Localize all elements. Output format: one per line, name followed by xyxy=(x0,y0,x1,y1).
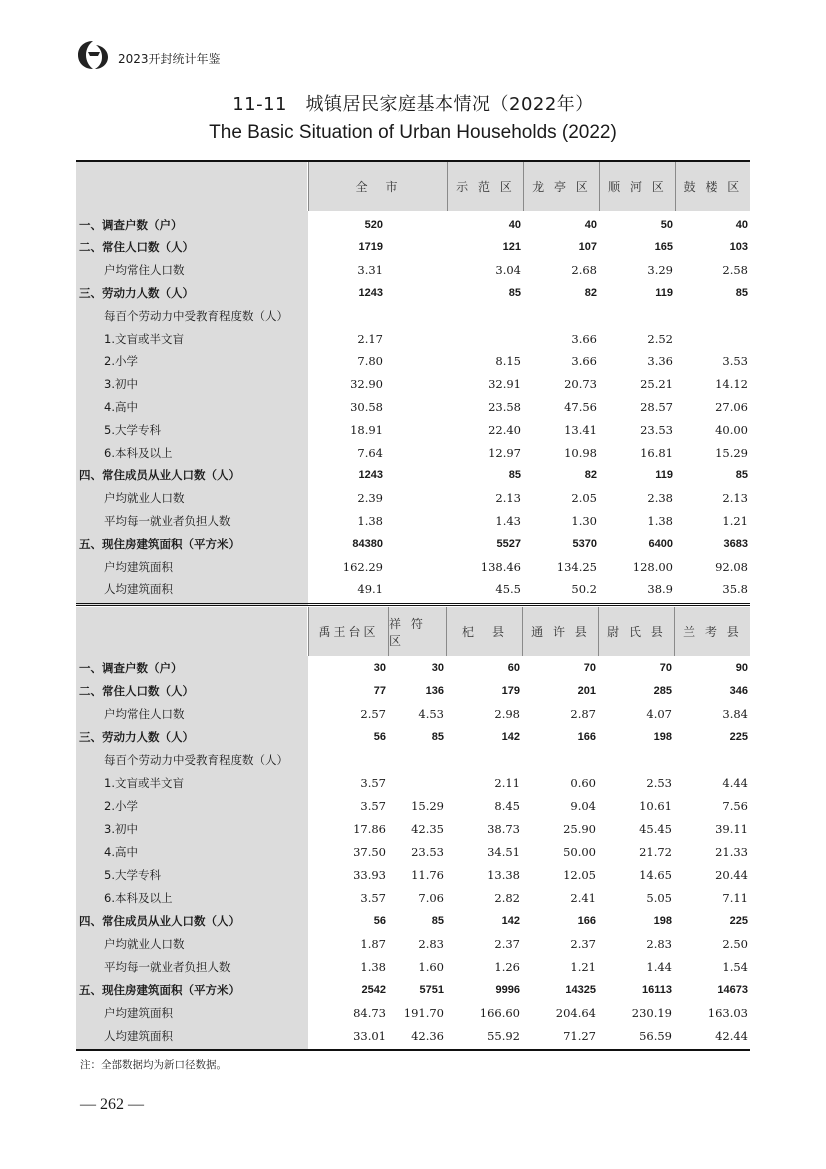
table-row xyxy=(76,817,750,840)
row-label: 2.小学 xyxy=(104,354,138,369)
row-label: 五、现住房建筑面积（平方米） xyxy=(79,982,240,997)
header-stub xyxy=(76,607,308,656)
table-cell: 40 xyxy=(508,218,521,231)
table-row xyxy=(76,679,750,702)
row-label: 四、常住成员从业人口数（人） xyxy=(79,913,240,928)
table-cell: 1.44 xyxy=(646,959,672,974)
table-cell: 16113 xyxy=(642,983,672,996)
table-cell: 21.72 xyxy=(639,844,672,859)
row-label: 二、常住人口数（人） xyxy=(79,683,194,698)
table-row xyxy=(76,702,750,725)
column-header-label: 鼓 楼 区 xyxy=(683,180,743,194)
table-cell: 225 xyxy=(729,914,748,927)
table-cell: 166.60 xyxy=(479,1005,520,1020)
table-cell: 4.07 xyxy=(646,706,672,721)
row-label: 五、现住房建筑面积（平方米） xyxy=(79,536,240,551)
table-cell: 1.54 xyxy=(722,959,748,974)
table-cell: 225 xyxy=(729,730,748,743)
table-cell: 6400 xyxy=(648,537,673,550)
table-cell: 162.29 xyxy=(342,559,383,574)
table-cell: 5370 xyxy=(572,537,597,550)
table-cell: 103 xyxy=(729,241,748,254)
row-label: 一、调查户数（户） xyxy=(79,217,183,232)
table-cell: 2.52 xyxy=(647,331,673,346)
row-label: 5.大学专科 xyxy=(104,422,161,437)
column-header xyxy=(308,607,388,656)
table-row xyxy=(76,656,750,679)
table-cell: 230.19 xyxy=(631,1005,672,1020)
table-cell: 107 xyxy=(578,241,597,254)
column-header xyxy=(598,607,674,656)
table-row xyxy=(76,555,750,578)
table-cell: 18.91 xyxy=(350,422,383,437)
table-cell: 33.01 xyxy=(353,1028,386,1043)
table-cell: 2.37 xyxy=(494,936,520,951)
table-cell: 1.21 xyxy=(722,513,748,528)
table-cell: 10.98 xyxy=(564,445,597,460)
table-title-cn: 11-11 城镇居民家庭基本情况（2022年） xyxy=(232,94,594,115)
table-row xyxy=(76,213,750,236)
table-cell: 47.56 xyxy=(564,399,597,414)
footnote: 注：全部数据均为新口径数据。 xyxy=(80,1059,227,1071)
table-cell: 2.68 xyxy=(571,263,597,278)
table-cell: 1.87 xyxy=(360,936,386,951)
row-label: 1.文盲或半文盲 xyxy=(104,331,184,346)
table-cell: 12.05 xyxy=(563,867,596,882)
row-label: 平均每一就业者负担人数 xyxy=(104,513,231,528)
table-cell: 119 xyxy=(655,286,673,299)
table-cell: 40 xyxy=(735,218,748,231)
table-cell: 27.06 xyxy=(715,399,748,414)
table-cell: 165 xyxy=(654,241,673,254)
row-label: 户均建筑面积 xyxy=(104,1005,173,1020)
table-row xyxy=(76,418,750,441)
table-cell: 14325 xyxy=(565,983,596,996)
table-cell: 34.51 xyxy=(487,844,520,859)
table-cell: 56 xyxy=(373,914,386,927)
table-row xyxy=(76,327,750,350)
table-cell: 14.65 xyxy=(639,867,672,882)
table-cell: 2.13 xyxy=(495,491,521,506)
table-row xyxy=(76,395,750,418)
table-row xyxy=(76,932,750,955)
column-header-label: 杞 县 xyxy=(461,625,507,639)
table-cell: 22.40 xyxy=(488,422,521,437)
top-rule xyxy=(76,160,750,162)
table-cell: 84380 xyxy=(352,537,383,550)
row-label: 人均建筑面积 xyxy=(104,1028,173,1043)
table-cell: 28.57 xyxy=(640,399,673,414)
table-cell: 2.82 xyxy=(494,890,520,905)
table-cell: 136 xyxy=(425,684,444,697)
column-header-bar xyxy=(76,162,750,211)
table-row xyxy=(76,487,750,510)
table-cell: 32.91 xyxy=(488,377,521,392)
row-label: 户均就业人口数 xyxy=(104,936,185,951)
table-cell: 346 xyxy=(729,684,748,697)
table-cell: 13.41 xyxy=(564,422,597,437)
table-cell: 3.57 xyxy=(360,890,386,905)
book-title: 2023开封统计年鉴 xyxy=(118,51,221,66)
bottom-rule xyxy=(76,1049,750,1051)
table-cell: 70 xyxy=(659,661,672,674)
table-cell: 7.06 xyxy=(418,890,444,905)
section-divider xyxy=(76,603,750,604)
table-cell: 82 xyxy=(584,286,597,299)
table-cell: 3.04 xyxy=(495,263,521,278)
table-cell: 30.58 xyxy=(350,399,383,414)
column-header-label: 通 许 县 xyxy=(531,625,590,639)
table-cell: 204.64 xyxy=(555,1005,596,1020)
row-label: 户均常住人口数 xyxy=(104,263,185,278)
column-header-label: 顺 河 区 xyxy=(608,180,667,194)
table-cell: 25.90 xyxy=(563,821,596,836)
table-cell: 1.43 xyxy=(495,513,521,528)
table-cell: 4.44 xyxy=(722,775,748,790)
column-header-label: 祥 符 区 xyxy=(389,616,426,648)
section-divider xyxy=(76,605,750,606)
table-cell: 17.86 xyxy=(353,821,386,836)
yearbook-logo-icon xyxy=(76,38,110,72)
table-cell: 2.83 xyxy=(646,936,672,951)
table-cell: 1.26 xyxy=(494,959,520,974)
table-cell: 50.00 xyxy=(563,844,596,859)
row-label: 每百个劳动力中受教育程度数（人） xyxy=(104,752,288,767)
table-cell: 134.25 xyxy=(556,559,597,574)
table-row xyxy=(76,955,750,978)
table-row xyxy=(76,909,750,932)
table-cell: 50 xyxy=(660,218,673,231)
table-cell: 92.08 xyxy=(715,559,748,574)
table-cell: 3.57 xyxy=(360,798,386,813)
table-row xyxy=(76,794,750,817)
table-cell: 32.90 xyxy=(350,377,383,392)
table-cell: 5.05 xyxy=(646,890,672,905)
table-cell: 8.15 xyxy=(495,354,521,369)
table-cell: 20.73 xyxy=(564,377,597,392)
row-label: 一、调查户数（户） xyxy=(79,660,183,675)
table-cell: 2.50 xyxy=(722,936,748,951)
table-row xyxy=(76,840,750,863)
table-cell: 119 xyxy=(655,469,673,482)
table-cell: 49.1 xyxy=(357,582,383,597)
table-cell: 179 xyxy=(501,684,520,697)
table-cell: 40 xyxy=(584,218,597,231)
table-cell: 16.81 xyxy=(640,445,673,460)
column-header-label: 尉 氏 县 xyxy=(607,625,666,639)
row-label: 每百个劳动力中受教育程度数（人） xyxy=(104,308,288,323)
table-cell: 56 xyxy=(373,730,386,743)
table-cell: 23.53 xyxy=(411,844,444,859)
table-cell: 23.58 xyxy=(488,399,521,414)
table-cell: 2.38 xyxy=(647,491,673,506)
table-cell: 7.80 xyxy=(357,354,383,369)
table-cell: 55.92 xyxy=(487,1028,520,1043)
column-header xyxy=(308,162,447,211)
table-cell: 14.12 xyxy=(715,377,748,392)
row-label: 三、劳动力人数（人） xyxy=(79,285,194,300)
table-cell: 1243 xyxy=(358,286,383,299)
table-row xyxy=(76,725,750,748)
table-row xyxy=(76,236,750,259)
table-cell: 5527 xyxy=(496,537,521,550)
table-cell: 30 xyxy=(431,661,444,674)
table-cell: 1.38 xyxy=(360,959,386,974)
table-cell: 2.87 xyxy=(570,706,596,721)
table-cell: 38.73 xyxy=(487,821,520,836)
table-row xyxy=(76,350,750,373)
table-cell: 45.45 xyxy=(639,821,672,836)
table-cell: 3.66 xyxy=(571,331,597,346)
table-cell: 45.5 xyxy=(495,582,521,597)
table-cell: 2.41 xyxy=(570,890,596,905)
table-row xyxy=(76,886,750,909)
table-cell: 12.97 xyxy=(488,445,521,460)
table-cell: 7.64 xyxy=(357,445,383,460)
table-cell: 2.39 xyxy=(357,491,383,506)
table-cell: 2.17 xyxy=(357,331,383,346)
table-cell: 1.60 xyxy=(418,959,444,974)
table-cell: 85 xyxy=(735,286,748,299)
table-cell: 2.58 xyxy=(722,263,748,278)
column-header-label: 禹王台区 xyxy=(318,625,379,639)
table-cell: 30 xyxy=(373,661,386,674)
row-label: 平均每一就业者负担人数 xyxy=(104,959,231,974)
table-cell: 85 xyxy=(431,730,444,743)
table-cell: 38.9 xyxy=(647,582,673,597)
table-cell: 70 xyxy=(583,661,596,674)
table-cell: 1.38 xyxy=(647,513,673,528)
column-header xyxy=(523,162,599,211)
table-cell: 40.00 xyxy=(715,422,748,437)
table-row xyxy=(76,373,750,396)
row-label: 3.初中 xyxy=(104,377,138,392)
table-cell: 7.56 xyxy=(722,798,748,813)
table-cell: 33.93 xyxy=(353,867,386,882)
table-cell: 9.04 xyxy=(570,798,596,813)
column-header xyxy=(388,607,446,656)
table-cell: 10.61 xyxy=(639,798,672,813)
row-label: 5.大学专科 xyxy=(104,867,161,882)
table-row xyxy=(76,259,750,282)
table-cell: 3.66 xyxy=(571,354,597,369)
table-cell: 85 xyxy=(508,469,521,482)
table-lower xyxy=(76,607,750,1050)
table-title-en: The Basic Situation of Urban Households (2022) xyxy=(209,122,617,143)
table-cell: 128.00 xyxy=(632,559,673,574)
table-cell: 85 xyxy=(735,469,748,482)
column-header xyxy=(446,607,522,656)
table-cell: 60 xyxy=(507,661,520,674)
table-cell: 121 xyxy=(502,241,521,254)
table-cell: 15.29 xyxy=(715,445,748,460)
table-cell: 2.37 xyxy=(570,936,596,951)
table-cell: 50.2 xyxy=(571,582,597,597)
row-label: 二、常住人口数（人） xyxy=(79,240,194,255)
row-label: 户均建筑面积 xyxy=(104,559,173,574)
table-cell: 85 xyxy=(431,914,444,927)
row-label: 6.本科及以上 xyxy=(104,890,173,905)
table-cell: 2.53 xyxy=(646,775,672,790)
table-cell: 191.70 xyxy=(403,1005,444,1020)
table-cell: 2.05 xyxy=(571,491,597,506)
column-header xyxy=(522,607,598,656)
table-cell: 13.38 xyxy=(487,867,520,882)
table-cell: 1.30 xyxy=(571,513,597,528)
table-cell: 1243 xyxy=(358,469,383,482)
table-cell: 201 xyxy=(577,684,596,697)
column-header-label: 龙 亭 区 xyxy=(532,180,591,194)
table-cell: 42.35 xyxy=(411,821,444,836)
table-cell: 39.11 xyxy=(715,821,748,836)
column-header-label: 兰 考 县 xyxy=(683,625,742,639)
table-cell: 1.21 xyxy=(570,959,596,974)
table-cell: 2.13 xyxy=(722,491,748,506)
table-cell: 166 xyxy=(577,730,596,743)
column-header-bar xyxy=(76,607,750,656)
table-cell: 42.44 xyxy=(715,1028,748,1043)
table-cell: 166 xyxy=(577,914,596,927)
row-label: 四、常住成员从业人口数（人） xyxy=(79,468,240,483)
table-cell: 3683 xyxy=(723,537,748,550)
table-cell: 285 xyxy=(653,684,672,697)
table-cell: 138.46 xyxy=(480,559,521,574)
table-cell: 15.29 xyxy=(411,798,444,813)
table-cell: 3.31 xyxy=(357,263,383,278)
table-row xyxy=(76,441,750,464)
table-row xyxy=(76,771,750,794)
row-label: 4.高中 xyxy=(104,399,138,414)
table-cell: 198 xyxy=(653,914,672,927)
table-row xyxy=(76,532,750,555)
column-header xyxy=(447,162,523,211)
table-cell: 7.11 xyxy=(722,890,748,905)
table-row xyxy=(76,1024,750,1047)
table-cell: 2.11 xyxy=(494,775,520,790)
table-cell: 4.53 xyxy=(418,706,444,721)
table-cell: 198 xyxy=(653,730,672,743)
row-label: 三、劳动力人数（人） xyxy=(79,729,194,744)
column-header xyxy=(599,162,675,211)
row-label: 6.本科及以上 xyxy=(104,445,173,460)
row-label: 户均常住人口数 xyxy=(104,706,185,721)
column-header xyxy=(674,607,750,656)
header-stub xyxy=(76,162,308,211)
table-cell: 2.57 xyxy=(360,706,386,721)
column-header-label: 示 范 区 xyxy=(456,180,515,194)
column-header-label: 全 市 xyxy=(355,180,401,194)
table-cell: 14673 xyxy=(717,983,748,996)
table-cell: 2542 xyxy=(361,983,386,996)
table-cell: 1.38 xyxy=(357,513,383,528)
running-header xyxy=(76,38,221,72)
table-cell: 3.36 xyxy=(647,354,673,369)
table-row xyxy=(76,304,750,327)
table-row xyxy=(76,464,750,487)
table-cell: 9996 xyxy=(495,983,520,996)
table-cell: 142 xyxy=(501,730,520,743)
table-cell: 3.84 xyxy=(722,706,748,721)
table-cell: 520 xyxy=(364,218,383,231)
table-cell: 82 xyxy=(584,469,597,482)
table-cell: 142 xyxy=(501,914,520,927)
table-row xyxy=(76,281,750,304)
table-cell: 71.27 xyxy=(563,1028,596,1043)
row-label: 2.小学 xyxy=(104,798,138,813)
table-cell: 8.45 xyxy=(494,798,520,813)
table-cell: 35.8 xyxy=(722,582,748,597)
table-cell: 5751 xyxy=(419,983,444,996)
table-row xyxy=(76,1001,750,1024)
table-cell: 3.53 xyxy=(722,354,748,369)
table-row xyxy=(76,578,750,601)
page-number: — 262 — xyxy=(80,1096,144,1113)
table-cell: 3.29 xyxy=(647,263,673,278)
table-cell: 84.73 xyxy=(353,1005,386,1020)
row-label: 1.文盲或半文盲 xyxy=(104,775,184,790)
row-label: 人均建筑面积 xyxy=(104,582,173,597)
table-cell: 90 xyxy=(735,661,748,674)
table-row xyxy=(76,978,750,1001)
table-cell: 77 xyxy=(373,684,386,697)
table-cell: 0.60 xyxy=(570,775,596,790)
row-label: 4.高中 xyxy=(104,844,138,859)
table-row xyxy=(76,748,750,771)
row-label: 3.初中 xyxy=(104,821,138,836)
table-cell: 37.50 xyxy=(353,844,386,859)
table-cell: 20.44 xyxy=(715,867,748,882)
row-label: 户均就业人口数 xyxy=(104,491,185,506)
table-cell: 163.03 xyxy=(707,1005,748,1020)
column-header xyxy=(675,162,750,211)
table-cell: 2.98 xyxy=(494,706,520,721)
table-cell: 25.21 xyxy=(640,377,673,392)
table-cell: 3.57 xyxy=(360,775,386,790)
table-cell: 11.76 xyxy=(411,867,444,882)
table-cell: 85 xyxy=(508,286,521,299)
table-row xyxy=(76,863,750,886)
table-cell: 56.59 xyxy=(639,1028,672,1043)
table-cell: 42.36 xyxy=(411,1028,444,1043)
table-cell: 2.83 xyxy=(418,936,444,951)
table-row xyxy=(76,509,750,532)
table-cell: 1719 xyxy=(358,241,383,254)
table-cell: 23.53 xyxy=(640,422,673,437)
table-cell: 21.33 xyxy=(715,844,748,859)
table-upper xyxy=(76,162,750,602)
